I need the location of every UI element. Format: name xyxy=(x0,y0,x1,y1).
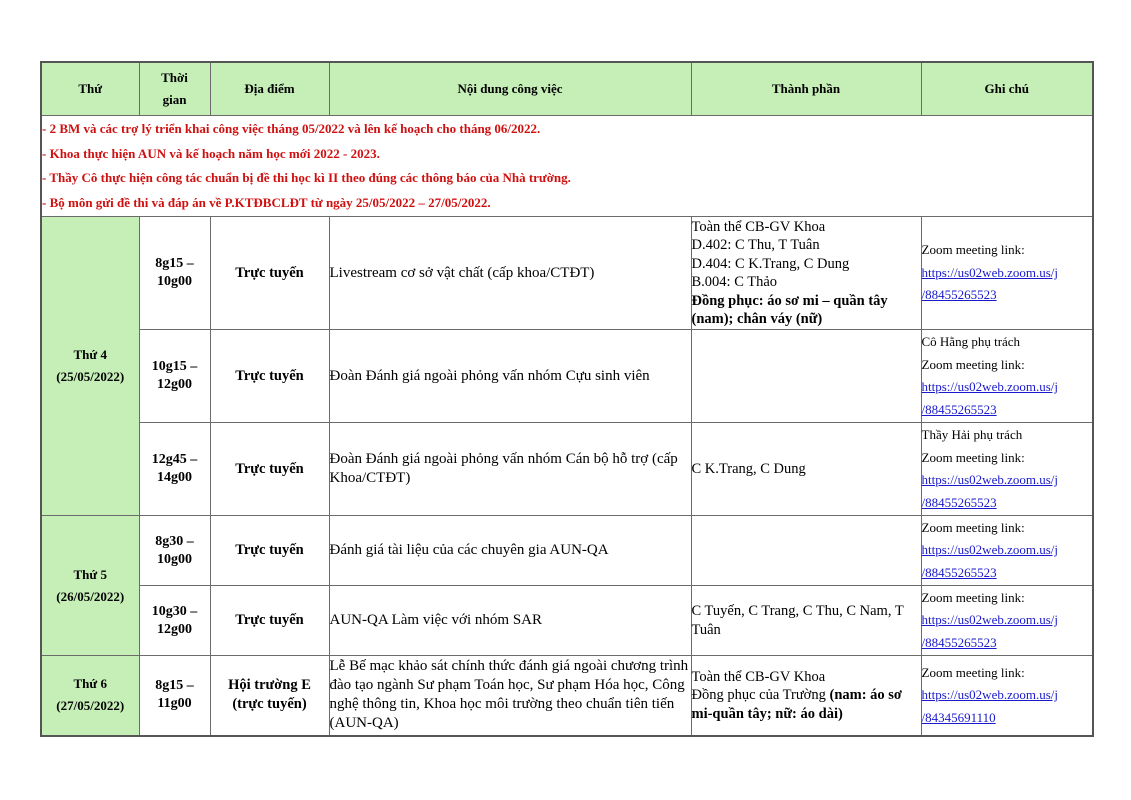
note-line: - Khoa thực hiện AUN và kế hoạch năm học mới 2022 - 2023. xyxy=(42,145,380,161)
members-cell: C K.Trang, C Dung xyxy=(691,423,921,516)
time-cell: 10g30 – 12g00 xyxy=(139,586,210,656)
note-cell: Zoom meeting link: https://us02web.zoom.us/j /88455265523 xyxy=(921,217,1093,330)
note-cell: Zoom meeting link: https://us02web.zoom.us/j /84345691110 xyxy=(921,656,1093,736)
note-cell: Zoom meeting link: https://us02web.zoom.us/j /88455265523 xyxy=(921,586,1093,656)
zoom-link[interactable]: /84345691110 xyxy=(921,709,996,725)
note-line: - Bộ môn gửi đề thi và đáp án về P.KTĐBCLĐT từ ngày 25/05/2022 – 27/05/2022. xyxy=(42,194,491,210)
day-cell xyxy=(41,656,139,736)
header-time: Thời gian xyxy=(139,62,210,116)
time-cell: 8g15 – 10g00 xyxy=(139,217,210,330)
place-cell: Trực tuyến xyxy=(210,217,329,330)
day-cell xyxy=(41,516,139,656)
members-cell xyxy=(691,516,921,586)
day-date: (26/05/2022) xyxy=(56,588,125,604)
zoom-link[interactable]: /88455265523 xyxy=(921,494,997,510)
place-cell: Trực tuyến xyxy=(210,423,329,516)
place-cell: Trực tuyến xyxy=(210,330,329,423)
zoom-link[interactable]: /88455265523 xyxy=(921,401,997,417)
header-members: Thành phần xyxy=(691,62,921,116)
zoom-link[interactable]: https://us02web.zoom.us/j xyxy=(921,264,1058,280)
content-cell: Livestream cơ sở vật chất (cấp khoa/CTĐT) xyxy=(329,217,691,330)
day-name: Thứ 6 xyxy=(73,676,107,692)
zoom-link[interactable]: /88455265523 xyxy=(921,287,997,303)
members-cell: Toàn thể CB-GV Khoa Đồng phục của Trường (nam: áo sơ mi-quần tây; nữ: áo dài) xyxy=(691,656,921,736)
zoom-link[interactable]: https://us02web.zoom.us/j xyxy=(921,472,1058,487)
content-cell: Đánh giá tài liệu của các chuyên gia AUN-QA xyxy=(329,516,691,586)
header-row xyxy=(41,62,1093,116)
general-notes xyxy=(41,116,1093,217)
table-row xyxy=(41,423,1093,516)
place-cell: Hội trường E (trực tuyến) xyxy=(210,656,329,736)
table-row xyxy=(41,656,1093,736)
table-row xyxy=(41,586,1093,656)
table-row xyxy=(41,217,1093,330)
day-date: (27/05/2022) xyxy=(56,698,125,714)
note-cell: Thầy Hải phụ trách Zoom meeting link: https://us02web.zoom.us/j /88455265523 xyxy=(921,423,1093,516)
note-line: - 2 BM và các trợ lý triển khai công việc tháng 05/2022 và lên kế hoạch cho tháng 06/2022. xyxy=(42,121,541,136)
notes-row xyxy=(41,116,1093,217)
header-place: Địa điểm xyxy=(210,62,329,116)
note-line: - Thầy Cô thực hiện công tác chuẩn bị đề thi học kì II theo đúng các thông báo của Nhà trường. xyxy=(42,170,571,185)
note-cell: Zoom meeting link: https://us02web.zoom.us/j /88455265523 xyxy=(921,516,1093,586)
zoom-link[interactable]: /88455265523 xyxy=(921,564,997,580)
zoom-link[interactable]: https://us02web.zoom.us/j xyxy=(921,687,1058,702)
place-cell: Trực tuyến xyxy=(210,586,329,656)
header-content: Nội dung công việc xyxy=(329,62,691,116)
time-cell: 8g30 – 10g00 xyxy=(139,516,210,586)
members-cell: C Tuyến, C Trang, C Thu, C Nam, T Tuân xyxy=(691,586,921,656)
header-day: Thứ xyxy=(41,62,139,116)
schedule-table xyxy=(40,61,1094,737)
members-cell: Toàn thể CB-GV Khoa D.402: C Thu, T Tuân D.404: C K.Trang, C Dung B.004: C Thảo Đồng phục: áo sơ mi – quần tây (nam); chân váy (nữ) xyxy=(691,217,921,330)
content-cell: Đoàn Đánh giá ngoài phỏng vấn nhóm Cán bộ hỗ trợ (cấp Khoa/CTĐT) xyxy=(329,423,691,516)
zoom-link[interactable]: https://us02web.zoom.us/j xyxy=(921,379,1058,394)
note-cell: Cô Hằng phụ trách Zoom meeting link: https://us02web.zoom.us/j /88455265523 xyxy=(921,330,1093,423)
header-note: Ghi chú xyxy=(921,62,1093,116)
day-name: Thứ 4 xyxy=(73,347,107,362)
zoom-link[interactable]: https://us02web.zoom.us/j xyxy=(921,612,1058,628)
members-cell xyxy=(691,330,921,423)
day-name: Thứ 5 xyxy=(73,566,107,582)
day-cell xyxy=(41,217,139,516)
table-row xyxy=(41,516,1093,586)
day-date: (25/05/2022) xyxy=(56,369,125,384)
zoom-link[interactable]: /88455265523 xyxy=(921,634,997,650)
table-row xyxy=(41,330,1093,423)
place-cell: Trực tuyến xyxy=(210,516,329,586)
zoom-link[interactable]: https://us02web.zoom.us/j xyxy=(921,542,1058,558)
content-cell: AUN-QA Làm việc với nhóm SAR xyxy=(329,586,691,656)
time-cell: 8g15 – 11g00 xyxy=(139,656,210,736)
time-cell: 10g15 – 12g00 xyxy=(139,330,210,423)
time-cell: 12g45 – 14g00 xyxy=(139,423,210,516)
content-cell: Đoàn Đánh giá ngoài phỏng vấn nhóm Cựu sinh viên xyxy=(329,330,691,423)
content-cell: Lễ Bế mạc khảo sát chính thức đánh giá ngoài chương trình đào tạo ngành Sư phạm Toán học, Sư phạm Hóa học, Công nghệ thông tin, Khoa học môi trường theo chuẩn tiên tiến (AUN-QA) xyxy=(329,656,691,736)
